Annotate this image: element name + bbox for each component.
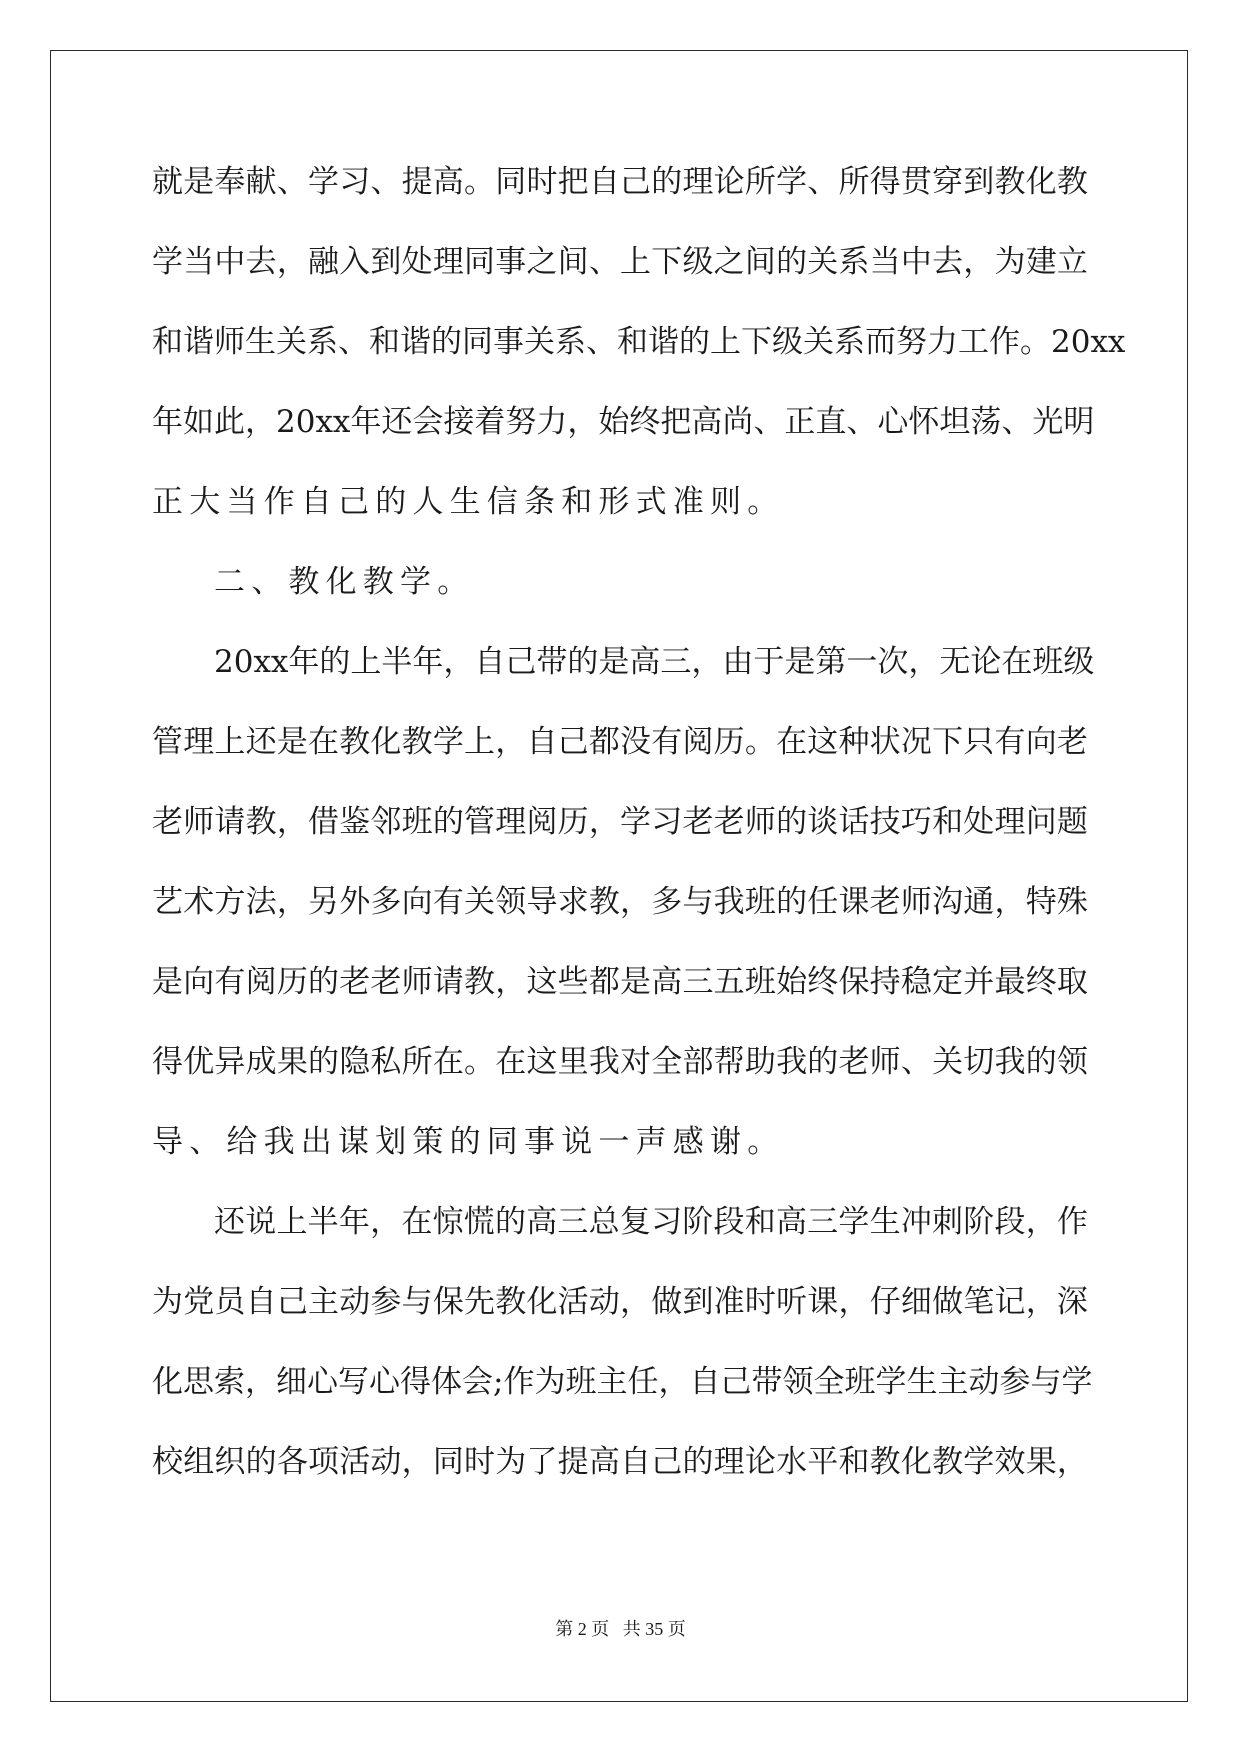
page-footer: [0, 1617, 1241, 1641]
text-line: 校 组 织 的 各 项 活 动 ， 同 时 为 了 提 高 自 己 的 理 论 水 平 和 教 化 教 学 效 果 ，: [152, 1444, 1088, 1480]
text-line: 20xx 年 的 上 半 年 ， 自 己 带 的 是 高 三 ， 由 于 是 第 一 次 ， 无 论 在 班 级: [214, 644, 1095, 680]
text-line: 和 谐 师 生 关 系 、 和 谐 的 同 事 关 系 、 和 谐 的 上 下 级 关 系 而 努 力 工 作 。 20xx: [152, 324, 1126, 360]
text-line: 导、给我出谋划策的同事说一声感谢。: [152, 1124, 785, 1160]
text-line: 化 思 索 ， 细 心 写 心 得 体 会 ; 作 为 班 主 任 ， 自 己 带 领 全 班 学 生 主 动 参 与 学: [152, 1364, 1093, 1400]
text-line: 管 理 上 还 是 在 教 化 教 学 上 ， 自 己 都 没 有 阅 历 。 在 这 种 状 况 下 只 有 向 老: [152, 724, 1088, 760]
text-line: 是 向 有 阅 历 的 老 老 师 请 教 ， 这 些 都 是 高 三 五 班 始 终 保 持 稳 定 并 最 终 取: [152, 964, 1088, 1000]
document-body: [152, 160, 1126, 1520]
text-line: 就 是 奉 献 、 学 习 、 提 高 。 同 时 把 自 己 的 理 论 所 学 、 所 得 贯 穿 到 教 化 教: [152, 164, 1088, 200]
text-line: 还 说 上 半 年 ， 在 惊 慌 的 高 三 总 复 习 阶 段 和 高 三 学 生 冲 刺 阶 段 ， 作: [214, 1204, 1088, 1240]
text-line: 为 党 员 自 己 主 动 参 与 保 先 教 化 活 动 ， 做 到 准 时 听 课 ， 仔 细 做 笔 记 ， 深: [152, 1284, 1088, 1320]
text-line: 得 优 异 成 果 的 隐 私 所 在 。 在 这 里 我 对 全 部 帮 助 我 的 老 师 、 关 切 我 的 领: [152, 1044, 1088, 1080]
text-line: 艺 术 方 法 ， 另 外 多 向 有 关 领 导 求 教 ， 多 与 我 班 的 任 课 老 师 沟 通 ， 特 殊: [152, 884, 1088, 920]
page-number: 第 2 页 共 35 页: [555, 1619, 686, 1639]
text-line: 正大当作自己的人生信条和形式准则。: [152, 484, 785, 520]
section-heading: 二、教化教学。: [214, 564, 475, 600]
text-line: 老 师 请 教 ， 借 鉴 邻 班 的 管 理 阅 历 ， 学 习 老 老 师 的 谈 话 技 巧 和 处 理 问 题: [152, 804, 1088, 840]
text-line: 年 如 此 ， 20xx 年 还 会 接 着 努 力 ， 始 终 把 高 尚 、 正 直 、 心 怀 坦 荡 、 光 明: [152, 404, 1095, 440]
text-line: 学 当 中 去 ， 融 入 到 处 理 同 事 之 间 、 上 下 级 之 间 的 关 系 当 中 去 ， 为 建 立: [152, 244, 1088, 280]
